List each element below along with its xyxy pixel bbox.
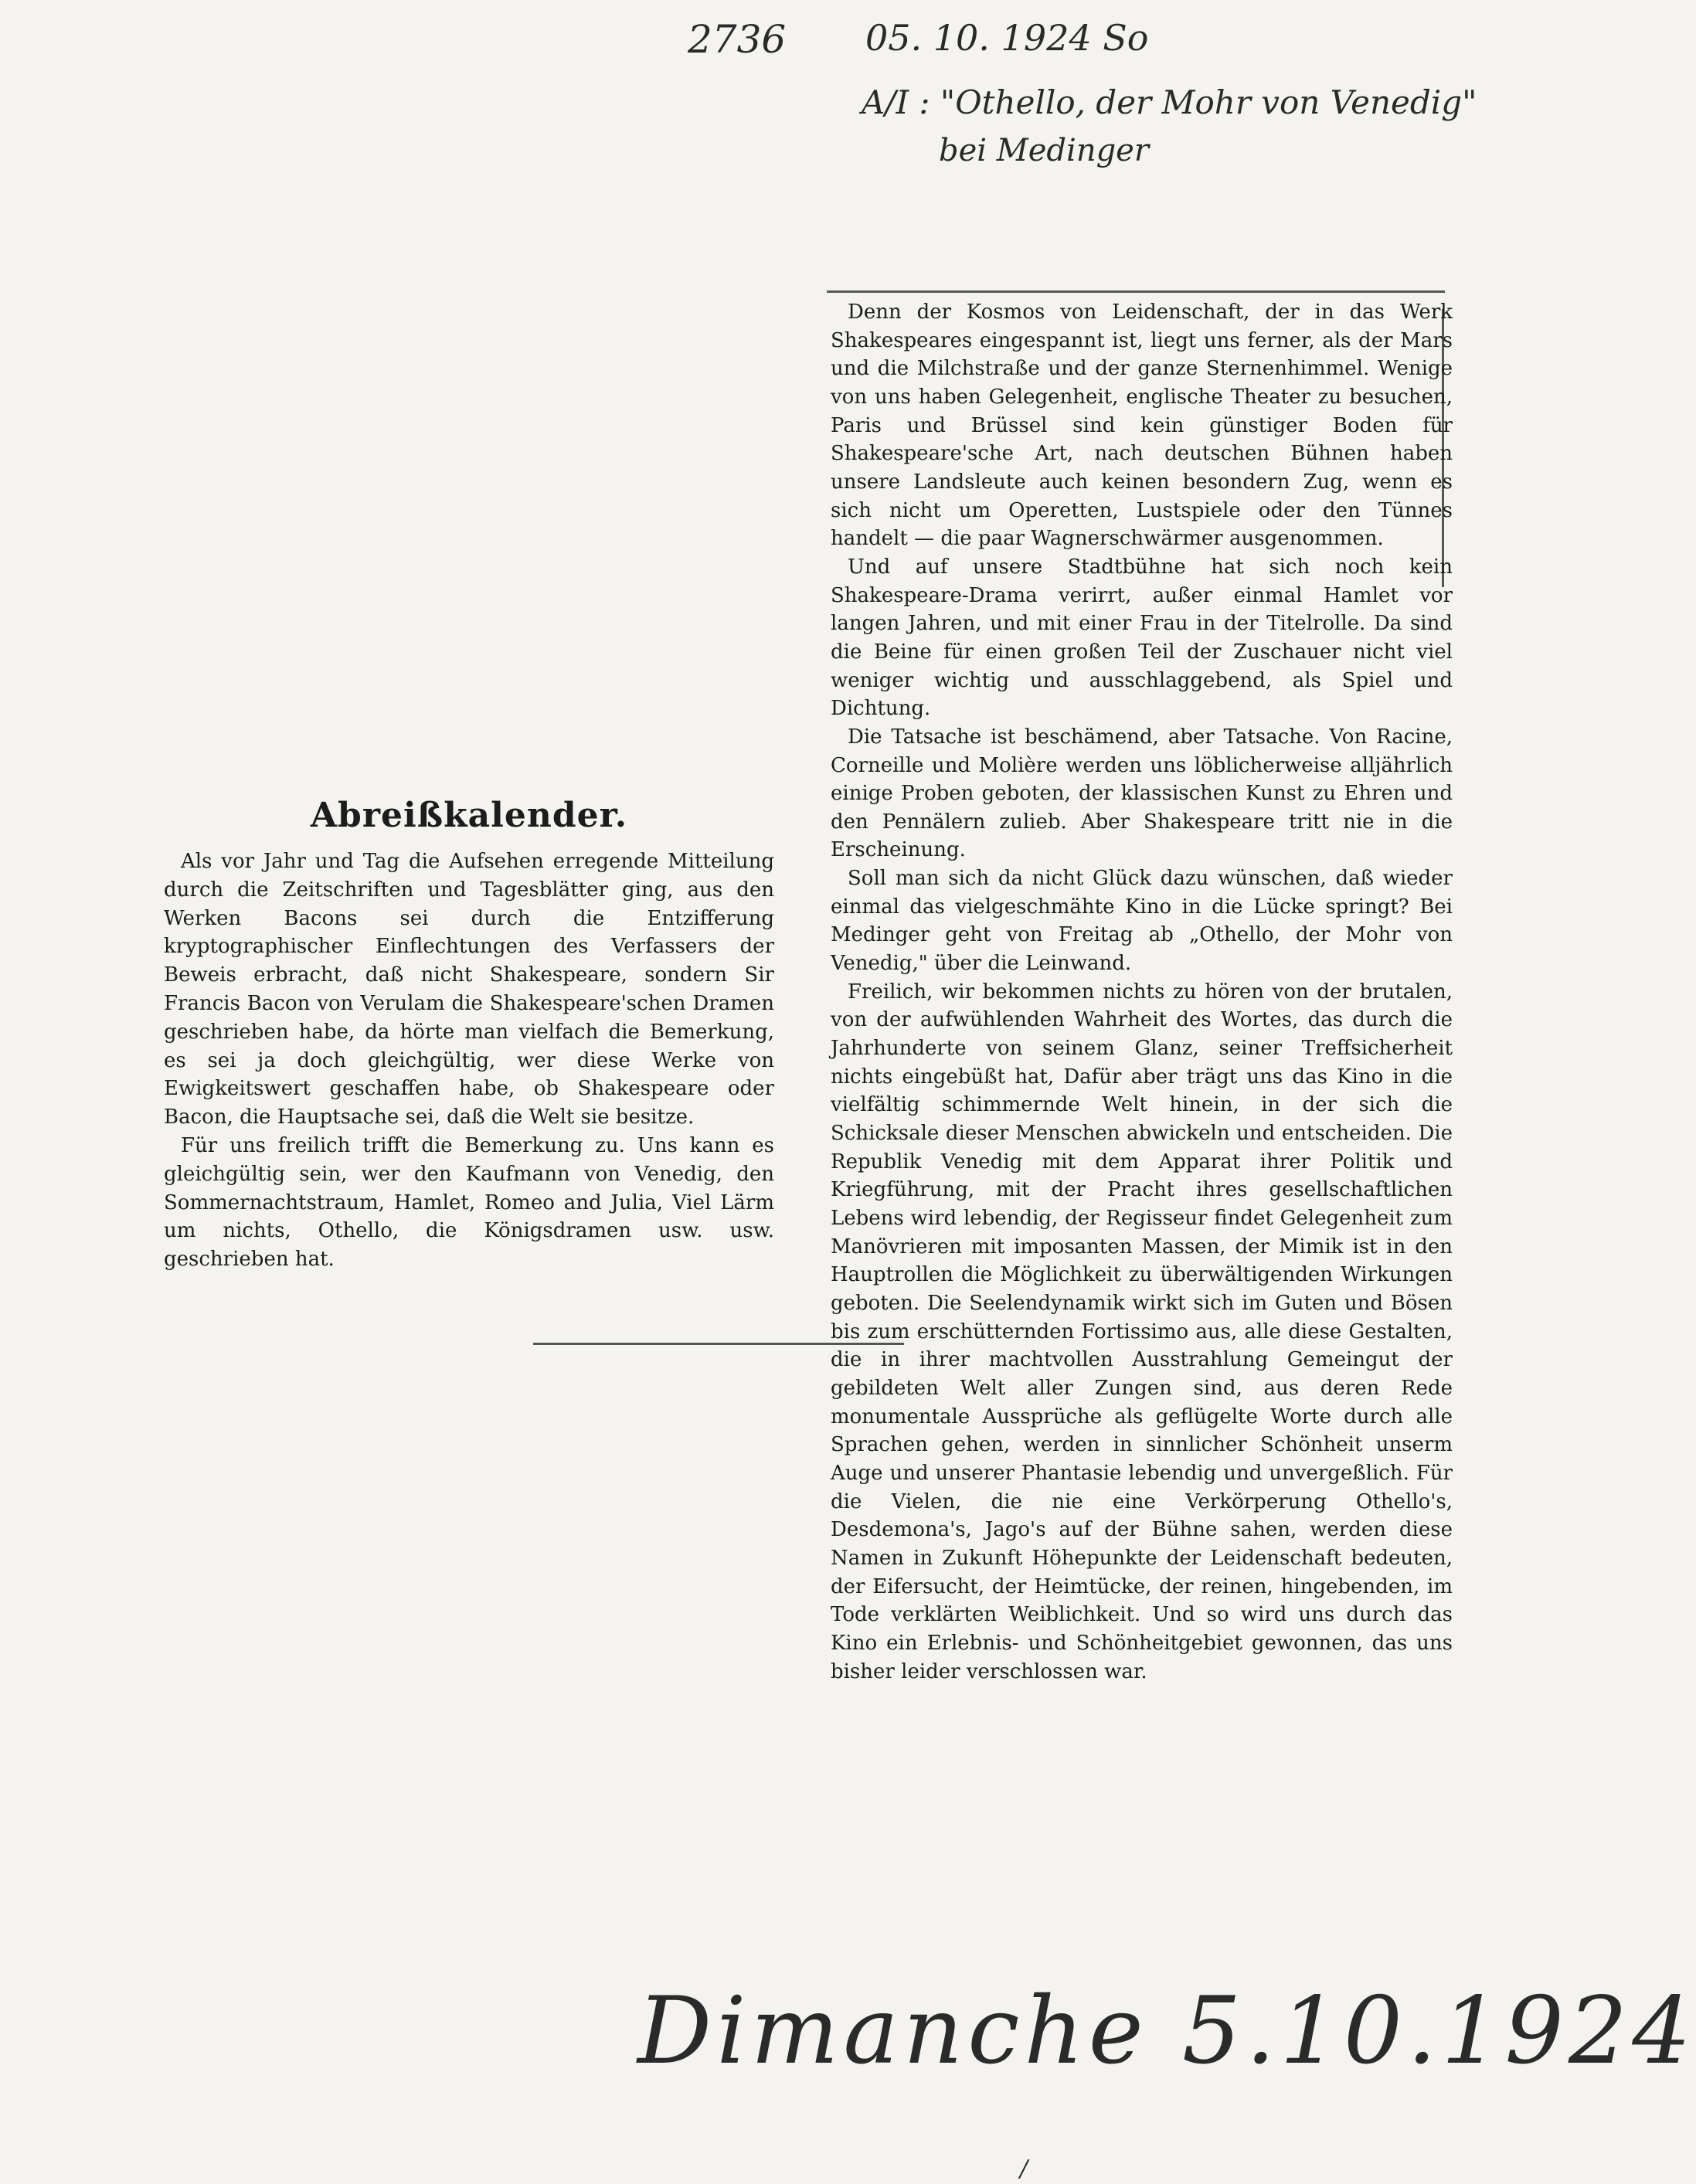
right-paragraph-1: Denn der Kosmos von Leidenschaft, der in das Werk Shakespeares eingespannt ist, liegt uns ferner, als der Mars und die Milchstraße und der ganze Sternenhimmel. Wenige von uns haben Gelegenheit, englische Theater zu besuchen, Paris und Brüssel sind kein günstiger Boden für Shakespeare'sche Art, nach deutschen Bühnen haben unsere Landsleute auch keinen besondern Zug, wenn es sich nicht um Operetten, Lustspiele oder den Tünnes handelt — die paar Wagnerschwärmer ausgenommen.: [831, 301, 1453, 551]
handwritten-archive-number: 2736: [688, 17, 787, 62]
handwritten-film-note: A/I : "Othello, der Mohr von Venedig": [862, 83, 1477, 121]
right-paragraph-2: Und auf unsere Stadtbühne hat sich noch kein Shakespeare-Drama verirrt, außer einmal Hamlet vor langen Jahren, und mit einer Frau in der Titelrolle. Da sind die Beine für einen großen Teil der Zuschauer nicht viel weniger wichtig und ausschlaggebend, als Spiel und Dichtung.: [831, 555, 1453, 721]
right-clipping-top-rule: [827, 290, 1445, 293]
left-paragraph-1: Als vor Jahr und Tag die Aufsehen erregende Mitteilung durch die Zeitschriften und Tagesblätter ging, aus den Werken Bacons sei durch die Entzifferung kryptographischer Einflechtungen des Verfassers der Beweis erbracht, daß nicht Shakespeare, sondern Sir Francis Bacon von Verulam die Shakespeare'schen Dramen geschrieben habe, da hörte man vielfach die Bemerkung, es sei ja doch gleichgültig, wer diese Werke von Ewigkeitswert geschaffen habe, ob Shakespeare oder Bacon, die Hauptsache sei, daß die Welt sie besitze.: [164, 850, 774, 1129]
right-paragraph-5: Freilich, wir bekommen nichts zu hören von der brutalen, von der aufwühlenden Wahrheit des Wortes, das durch die Jahrhunderte von seinem Glanz, seiner Treffsicherheit nichts eingebüßt hat, Dafür aber trägt uns das Kino in die vielfältig schimmernde Welt hinein, in der sich die Schicksale dieser Menschen abwickeln und entscheiden. Die Republik Venedig mit dem Apparat ihrer Politik und Kriegführung, mit der Pracht ihres gesellschaftlichen Lebens wird lebendig, der Regisseur findet Gelegenheit zum Manövrieren mit imposanten Massen, der Mimik ist in den Hauptrollen die Möglichkeit zu überwältigenden Wirkungen geboten. Die Seelendynamik wirkt sich im Guten und Bösen bis zum erschütternden Fortissimo aus, alle diese Gestalten, die in ihrer machtvollen Ausstrahlung Gemeingut der gebildeten Welt aller Zungen sind, aus deren Rede monumentale Aussprüche als geflügelte Worte durch alle Sprachen gehen, werden in sinnlicher Schönheit unserm Auge und unserer Phantasie lebendig und unvergeßlich. Für die Vielen, die nie eine Verkörperung Othello's, Desdemona's, Jago's auf der Bühne sahen, werden diese Namen in Zukunft Höhepunkte der Leidenschaft bedeuten, der Eifersucht, der Heimtücke, der reinen, hingebenden, im Tode verklärten Weiblichkeit. Und so wird uns durch das Kino ein Erlebnis- und Schönheitgebiet gewonnen, das uns bisher leider verschlossen war.: [831, 980, 1453, 1683]
right-clipping: [831, 298, 1453, 1686]
left-clipping: [164, 796, 774, 1274]
right-paragraph-4: Soll man sich da nicht Glück dazu wünschen, daß wieder einmal das vielgeschmähte Kino in die Lücke springt? Bei Medinger geht von Freitag ab „Othello, der Mohr von Venedig," über die Leinwand.: [831, 867, 1453, 976]
right-paragraph-3: Die Tatsache ist beschämend, aber Tatsache. Von Racine, Corneille und Molière werden uns löblicherweise alljährlich einige Proben geboten, der klassischen Kunst zu Ehren und den Pennälern zulieb. Aber Shakespeare tritt nie in die Erscheinung.: [831, 725, 1453, 862]
left-paragraph-2: Für uns freilich trifft die Bemerkung zu. Uns kann es gleichgültig sein, wer den Kaufmann von Venedig, den Sommernachtstraum, Hamlet, Romeo and Julia, Viel Lärm um nichts, Othello, die Königsdramen usw. usw. geschrieben hat.: [164, 1133, 774, 1272]
handwritten-venue-note: bei Medinger: [939, 133, 1149, 168]
handwritten-bottom-date: Dimanche 5.10.1924: [637, 1978, 1696, 2085]
handwritten-bottom-mark: /: [1020, 2155, 1028, 2182]
left-clipping-kicker: Abreißkalender.: [310, 796, 628, 835]
handwritten-date-note: 05. 10. 1924 So: [865, 17, 1149, 59]
